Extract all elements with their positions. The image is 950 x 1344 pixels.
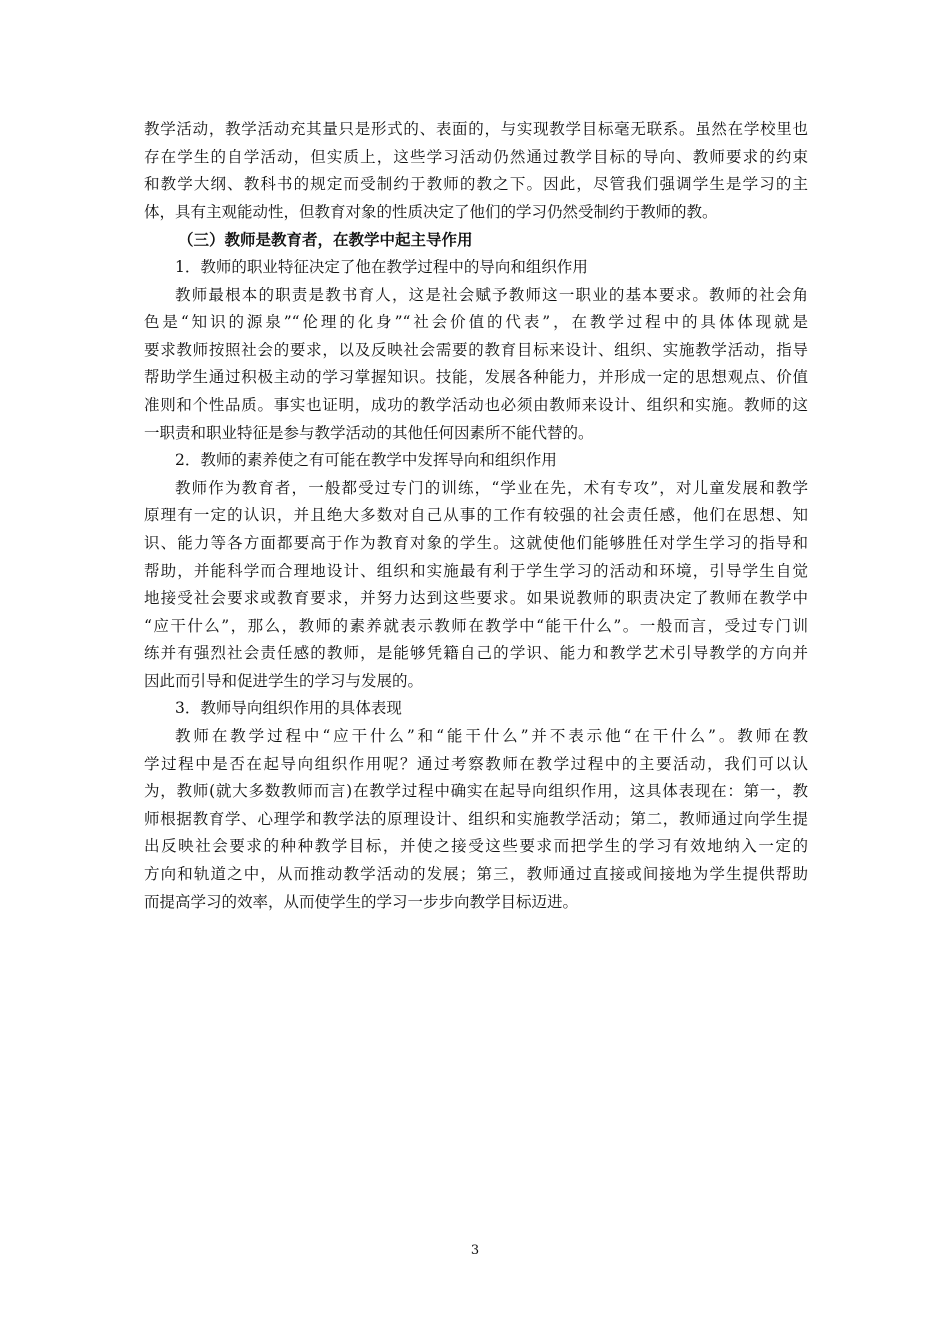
paragraph-line: “应干什么”，那么，教师的素养就表示教师在教学中“能干什么”。一般而言，受过专门训 [144,616,808,635]
paragraph-line: 学过程中是否在起导向组织作用呢？通过考察教师在教学过程中的主要活动，我们可以认 [144,754,808,773]
paragraph-line: 存在学生的自学活动，但实质上，这些学习活动仍然通过教学目标的导向、教师要求的约束 [144,147,808,166]
paragraph-line: 一职责和职业特征是参与教学活动的其他任何因素所不能代替的。 [144,423,594,442]
paragraph-line: 原理有一定的认识，并且绝大多数对自己从事的工作有较强的社会责任感，他们在思想、知 [144,506,808,525]
paragraph-line: 教师最根本的职责是教书育人，这是社会赋予教师这一职业的基本要求。教师的社会角 [175,285,808,304]
paragraph-line: 地接受社会要求或教育要求，并努力达到这些要求。如果说教师的职责决定了教师在教学中 [144,589,808,608]
paragraph-line: 体，具有主观能动性，但教育对象的性质决定了他们的学习仍然受制约于教师的教。 [144,202,718,221]
paragraph-line: 准则和个性品质。事实也证明，成功的教学活动也必须由教师来设计、组织和实施。教师的这 [144,395,808,414]
subsection-heading: 3．教师导向组织作用的具体表现 [175,699,402,718]
paragraph-line: 而提高学习的效率，从而使学生的学习一步步向教学目标迈进。 [144,892,579,911]
paragraph-line: 帮助，并能科学而合理地设计、组织和实施最有利于学生学习的活动和环境，引导学生自觉 [144,561,808,580]
subsection-heading: 1．教师的职业特征决定了他在教学过程中的导向和组织作用 [175,257,588,276]
subsection-heading: 2．教师的素养使之有可能在教学中发挥导向和组织作用 [175,451,557,470]
paragraph-line: 出反映社会要求的种种教学目标，并使之接受这些要求而把学生的学习有效地纳入一定的 [144,837,808,856]
paragraph-line: 识、能力等各方面都要高于作为教育对象的学生。这就使他们能够胜任对学生学习的指导和 [144,533,808,552]
paragraph-line: 要求教师按照社会的要求，以及反映社会需要的教育目标来设计、组织、实施教学活动，指导 [144,340,808,359]
page-number: 3 [470,1243,480,1258]
paragraph-line: 教师作为教育者，一般都受过专门的训练，“学业在先，术有专攻”，对儿童发展和教学 [175,478,808,497]
paragraph-line: 方向和轨道之中，从而推动教学活动的发展；第三，教师通过直接或间接地为学生提供帮助 [144,865,808,884]
paragraph-line: 帮助学生通过积极主动的学习掌握知识。技能，发展各种能力，并形成一定的思想观点、价值 [144,368,808,387]
paragraph-line: 色是“知识的源泉”“伦理的化身”“社会价值的代表”，在教学过程中的具体体现就是 [144,313,808,332]
document-body [144,116,808,916]
paragraph-line: 教学活动，教学活动充其量只是形式的、表面的，与实现教学目标毫无联系。虽然在学校里也 [144,120,808,138]
paragraph-line: 为，教师(就大多数教师而言)在教学过程中确实在起导向组织作用，这具体表现在：第一，教 [144,782,808,801]
paragraph-line: 教师在教学过程中“应干什么”和“能干什么”并不表示他“在干什么”。教师在教 [175,727,808,746]
paragraph-line: 和教学大纲、教科书的规定而受制约于教师的教之下。因此，尽管我们强调学生是学习的主 [144,175,808,194]
section-heading: （三）教师是教育者，在教学中起主导作用 [178,230,473,250]
paragraph-line: 师根据教育学、心理学和教学法的原理设计、组织和实施教学活动；第二，教师通过向学生提 [144,809,808,828]
paragraph-line: 练并有强烈社会责任感的教师，是能够凭籍自己的学识、能力和教学艺术引导教学的方向并 [144,644,808,663]
paragraph-line: 因此而引导和促进学生的学习与发展的。 [144,671,424,690]
